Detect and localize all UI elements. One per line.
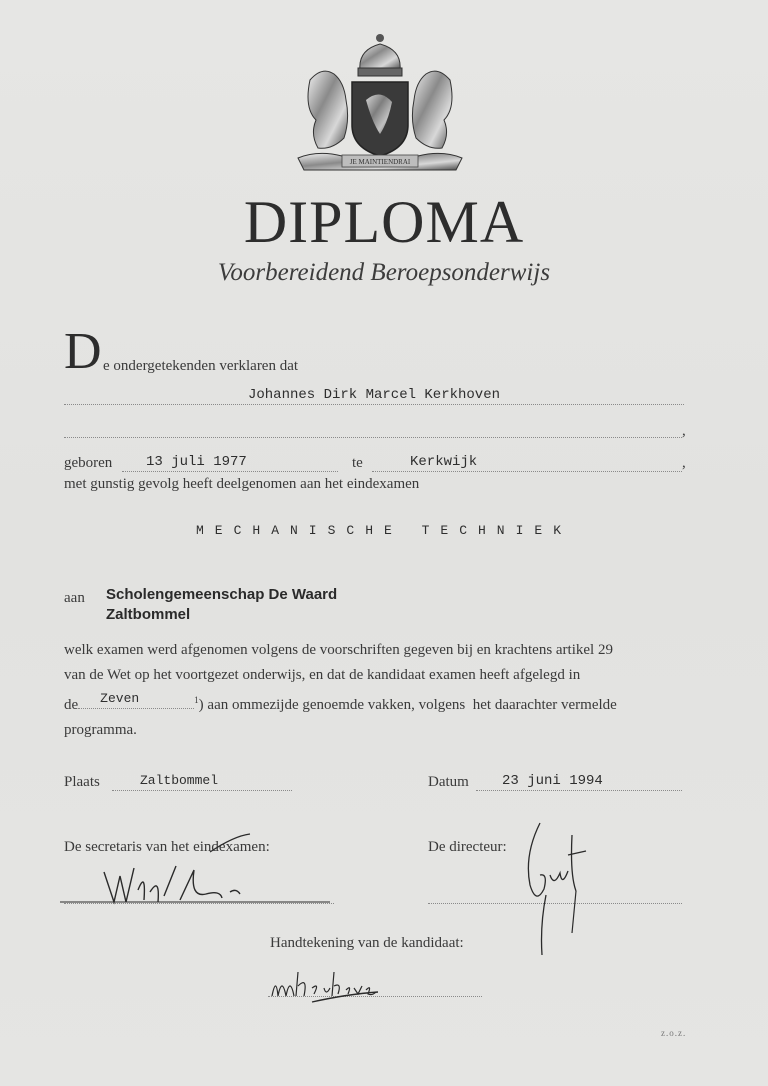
candidate-name: Johannes Dirk Marcel Kerkhoven (247, 387, 501, 403)
participation-text: met gunstig gevolg heeft deelgenomen aan het eindexamen (64, 476, 420, 492)
exam-type: MECHANISCHE TECHNIEK (195, 523, 573, 538)
born-label: geboren (64, 455, 113, 471)
place-value: Zaltbommel (140, 773, 219, 788)
exam-paragraph (64, 638, 684, 743)
drop-cap: D (64, 323, 102, 380)
school-city: Zaltbommel (106, 606, 191, 623)
comma: , (682, 455, 686, 471)
school-prefix: aan (64, 590, 85, 606)
subject-count: Zeven (100, 691, 140, 706)
line-3-prefix: de (64, 697, 79, 713)
second-name-field (64, 423, 682, 438)
candidate-signature-label: Handtekening van de kandidaat: (270, 935, 464, 951)
secretary-label: De secretaris van het eindexamen: (64, 839, 270, 855)
secretary-signature-icon (60, 830, 350, 910)
line-3-suffix: ) aan ommezijde genoemde vakken, volgens het daarachter vermelde (198, 697, 617, 713)
subject-count-field (78, 691, 194, 709)
candidate-signature-icon (268, 962, 388, 1006)
svg-text:JE MAINTIENDRAI: JE MAINTIENDRAI (349, 158, 411, 166)
comma: , (682, 423, 686, 439)
date-field (476, 774, 682, 791)
paragraph-line-3 (64, 688, 684, 718)
director-signature-icon (510, 815, 600, 965)
coat-of-arms-icon (288, 30, 472, 175)
director-label: De directeur: (428, 839, 507, 855)
paragraph-line-2: van de Wet op het voortgezet onderwijs, en dat de kandidaat examen heeft afgelegd in (64, 667, 581, 683)
date-label: Datum (428, 774, 469, 790)
birth-date: 13 juli 1977 (146, 454, 247, 470)
intro-text: e ondergetekenden verklaren dat (103, 358, 299, 374)
place-label: te (352, 455, 363, 471)
paragraph-line-1: welk examen werd afgenomen volgens de voorschriften gegeven bij en krachtens artikel 29 (64, 642, 613, 658)
paragraph-line-4: programma. (64, 722, 137, 738)
school-name: Scholengemeenschap De Waard (106, 586, 338, 603)
place-label: Plaats (64, 774, 100, 790)
over-label: z.o.z. (661, 1028, 687, 1038)
footnote-marker: 1 (194, 695, 199, 705)
candidate-name-field (64, 387, 684, 405)
birth-place-field (372, 455, 682, 472)
birth-place: Kerkwijk (410, 454, 478, 470)
page-title: DIPLOMA (243, 189, 525, 255)
page-subtitle: Voorbereidend Beroepsonderwijs (217, 259, 551, 286)
birth-date-field (122, 455, 338, 472)
date-value: 23 juni 1994 (502, 773, 603, 789)
place-field (112, 774, 292, 791)
